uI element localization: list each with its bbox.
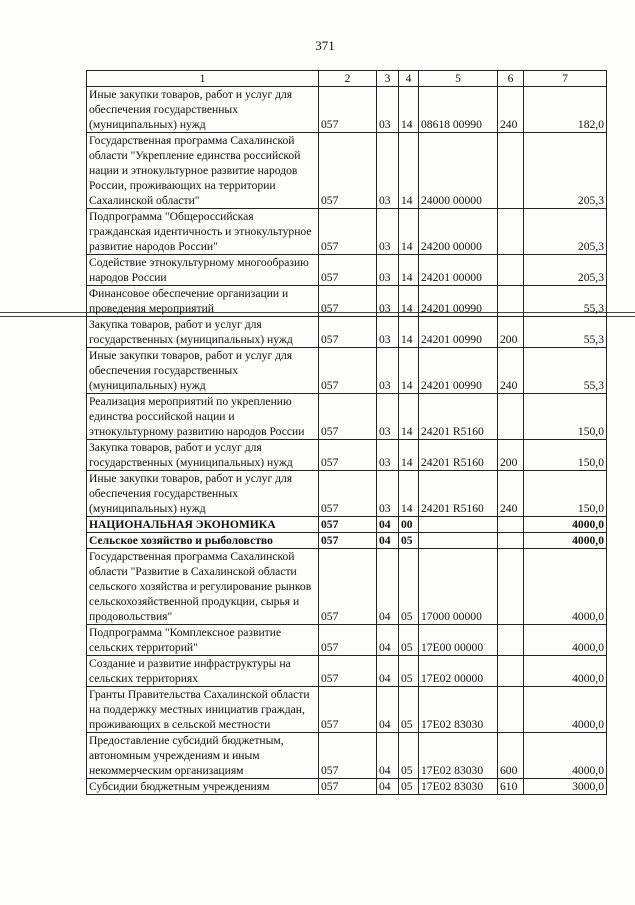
row-expense-type-cell: [498, 549, 524, 625]
row-target-article-cell: 24201 00990: [419, 348, 498, 394]
table-row: [87, 87, 607, 133]
row-admin-code-cell: 057: [319, 87, 377, 133]
row-admin-code-cell: 057: [319, 209, 377, 255]
row-amount-cell: 4000,0: [524, 656, 607, 687]
row-admin-code-cell: 057: [319, 317, 377, 348]
row-subsection-cell: 14: [399, 440, 419, 471]
row-expense-type-cell: 200: [498, 317, 524, 348]
row-admin-code-cell: 057: [319, 471, 377, 517]
row-amount-cell: 4000,0: [524, 517, 607, 533]
row-name-cell: Государственная программа Сахалинской области "Развитие в Сахалинской области сельского хозяйства и регулирование рынков сельскохозяйственной продукции, сырья и продовольствия": [87, 549, 319, 625]
row-target-article-cell: 24201 00990: [419, 286, 498, 317]
row-name-cell: Подпрограмма "Общероссийская гражданская идентичность и этнокультурное развитие народов России": [87, 209, 319, 255]
row-subsection-cell: 14: [399, 255, 419, 286]
row-admin-code-cell: 057: [319, 517, 377, 533]
row-amount-cell: 55,3: [524, 286, 607, 317]
row-subsection-cell: 14: [399, 348, 419, 394]
row-name-cell: Иные закупки товаров, работ и услуг для обеспечения государственных (муниципальных) нужд: [87, 87, 319, 133]
row-name-cell: Предоставление субсидий бюджетным, автономным учреждениям и иным некоммерческим организациям: [87, 733, 319, 779]
row-amount-cell: 205,3: [524, 209, 607, 255]
row-admin-code-cell: 057: [319, 533, 377, 549]
row-name-cell: Реализация мероприятий по укреплению единства российской нации и этнокультурному развитию народов России: [87, 394, 319, 440]
row-target-article-cell: 17E02 83030: [419, 779, 498, 795]
row-subsection-cell: 05: [399, 779, 419, 795]
header-cell-5: 5: [419, 71, 498, 87]
row-name-cell: Государственная программа Сахалинской области "Укрепление единства российской нации и этнокультурное развитие народов России, проживающих на территории Сахалинской области": [87, 133, 319, 209]
row-admin-code-cell: 057: [319, 255, 377, 286]
row-target-article-cell: 24200 00000: [419, 209, 498, 255]
row-target-article-cell: 24201 R5160: [419, 440, 498, 471]
row-admin-code-cell: 057: [319, 779, 377, 795]
row-name-cell: Закупка товаров, работ и услуг для государственных (муниципальных) нужд: [87, 317, 319, 348]
row-name-cell: Иные закупки товаров, работ и услуг для обеспечения государственных (муниципальных) нужд: [87, 471, 319, 517]
row-section-cell: 03: [377, 209, 399, 255]
row-subsection-cell: 14: [399, 317, 419, 348]
row-target-article-cell: 08618 00990: [419, 87, 498, 133]
table-row: [87, 687, 607, 733]
row-section-cell: 03: [377, 471, 399, 517]
row-amount-cell: 4000,0: [524, 533, 607, 549]
header-row: [87, 71, 607, 87]
row-amount-cell: 4000,0: [524, 733, 607, 779]
row-admin-code-cell: 057: [319, 687, 377, 733]
header-cell-1: 1: [87, 71, 319, 87]
row-expense-type-cell: [498, 517, 524, 533]
row-subsection-cell: 05: [399, 687, 419, 733]
table-row: [87, 209, 607, 255]
row-expense-type-cell: 600: [498, 733, 524, 779]
table-row: [87, 133, 607, 209]
header-cell-3: 3: [377, 71, 399, 87]
page-number: 371: [315, 38, 335, 53]
table-row: [87, 656, 607, 687]
row-name-cell: Финансовое обеспечение организации и проведения мероприятий: [87, 286, 319, 317]
row-expense-type-cell: [498, 656, 524, 687]
row-section-cell: 03: [377, 286, 399, 317]
row-admin-code-cell: 057: [319, 133, 377, 209]
row-amount-cell: 4000,0: [524, 687, 607, 733]
row-name-cell: Подпрограмма "Комплексное развитие сельских территорий": [87, 625, 319, 656]
row-subsection-cell: 14: [399, 394, 419, 440]
row-expense-type-cell: [498, 133, 524, 209]
row-expense-type-cell: 200: [498, 440, 524, 471]
row-section-cell: 03: [377, 440, 399, 471]
row-expense-type-cell: [498, 687, 524, 733]
row-admin-code-cell: 057: [319, 656, 377, 687]
row-amount-cell: 150,0: [524, 471, 607, 517]
row-subsection-cell: 14: [399, 87, 419, 133]
row-amount-cell: 182,0: [524, 87, 607, 133]
row-target-article-cell: 24201 R5160: [419, 471, 498, 517]
table-row: [87, 779, 607, 795]
row-section-cell: 03: [377, 348, 399, 394]
table-row: [87, 625, 607, 656]
row-admin-code-cell: 057: [319, 394, 377, 440]
row-section-cell: 04: [377, 687, 399, 733]
row-target-article-cell: 24201 00000: [419, 255, 498, 286]
row-target-article-cell: 24201 R5160: [419, 394, 498, 440]
table-row: [87, 317, 607, 348]
row-subsection-cell: 05: [399, 549, 419, 625]
row-name-cell: Иные закупки товаров, работ и услуг для обеспечения государственных (муниципальных) нужд: [87, 348, 319, 394]
row-expense-type-cell: 610: [498, 779, 524, 795]
row-section-cell: 03: [377, 255, 399, 286]
row-amount-cell: 205,3: [524, 255, 607, 286]
row-amount-cell: 150,0: [524, 394, 607, 440]
header-cell-6: 6: [498, 71, 524, 87]
row-subsection-cell: 00: [399, 517, 419, 533]
row-target-article-cell: 24201 00990: [419, 317, 498, 348]
row-amount-cell: 3000,0: [524, 779, 607, 795]
row-subsection-cell: 14: [399, 209, 419, 255]
row-expense-type-cell: [498, 533, 524, 549]
row-expense-type-cell: 240: [498, 348, 524, 394]
row-admin-code-cell: 057: [319, 549, 377, 625]
row-name-cell: Сельское хозяйство и рыболовство: [87, 533, 319, 549]
table-row: [87, 286, 607, 317]
table-row: [87, 549, 607, 625]
row-target-article-cell: 17E00 00000: [419, 625, 498, 656]
row-amount-cell: 4000,0: [524, 625, 607, 656]
row-admin-code-cell: 057: [319, 348, 377, 394]
row-amount-cell: 4000,0: [524, 549, 607, 625]
row-admin-code-cell: 057: [319, 286, 377, 317]
row-amount-cell: 55,3: [524, 317, 607, 348]
row-subsection-cell: 05: [399, 533, 419, 549]
table-row: [87, 255, 607, 286]
row-section-cell: 04: [377, 625, 399, 656]
header-cell-4: 4: [399, 71, 419, 87]
row-admin-code-cell: 057: [319, 625, 377, 656]
row-section-cell: 04: [377, 517, 399, 533]
row-name-cell: Создание и развитие инфраструктуры на сельских территориях: [87, 656, 319, 687]
table-row: [87, 394, 607, 440]
row-target-article-cell: 17000 00000: [419, 549, 498, 625]
row-target-article-cell: 17E02 00000: [419, 656, 498, 687]
row-expense-type-cell: 240: [498, 471, 524, 517]
row-section-cell: 04: [377, 656, 399, 687]
row-subsection-cell: 14: [399, 286, 419, 317]
table-row: [87, 517, 607, 533]
table-row: [87, 348, 607, 394]
table-row: [87, 733, 607, 779]
row-subsection-cell: 14: [399, 471, 419, 517]
row-section-cell: 04: [377, 779, 399, 795]
row-admin-code-cell: 057: [319, 733, 377, 779]
table-row: [87, 440, 607, 471]
row-name-cell: Закупка товаров, работ и услуг для государственных (муниципальных) нужд: [87, 440, 319, 471]
row-target-article-cell: 24000 00000: [419, 133, 498, 209]
row-subsection-cell: 05: [399, 733, 419, 779]
row-section-cell: 03: [377, 317, 399, 348]
row-target-article-cell: 17E02 83030: [419, 687, 498, 733]
row-target-article-cell: [419, 533, 498, 549]
row-section-cell: 04: [377, 733, 399, 779]
row-expense-type-cell: 240: [498, 87, 524, 133]
header-cell-7: 7: [524, 71, 607, 87]
row-expense-type-cell: [498, 209, 524, 255]
row-section-cell: 04: [377, 549, 399, 625]
table-row: [87, 533, 607, 549]
table-body: [87, 71, 607, 795]
row-admin-code-cell: 057: [319, 440, 377, 471]
row-section-cell: 03: [377, 87, 399, 133]
row-subsection-cell: 05: [399, 656, 419, 687]
row-amount-cell: 150,0: [524, 440, 607, 471]
row-target-article-cell: [419, 517, 498, 533]
row-expense-type-cell: [498, 625, 524, 656]
row-expense-type-cell: [498, 255, 524, 286]
row-target-article-cell: 17E02 83030: [419, 733, 498, 779]
budget-table: [86, 70, 607, 795]
row-name-cell: Субсидии бюджетным учреждениям: [87, 779, 319, 795]
row-amount-cell: 55,3: [524, 348, 607, 394]
row-expense-type-cell: [498, 394, 524, 440]
row-section-cell: 03: [377, 133, 399, 209]
row-section-cell: 03: [377, 394, 399, 440]
row-section-cell: 04: [377, 533, 399, 549]
row-name-cell: Содействие этнокультурному многообразию народов России: [87, 255, 319, 286]
row-expense-type-cell: [498, 286, 524, 317]
row-subsection-cell: 14: [399, 133, 419, 209]
row-subsection-cell: 05: [399, 625, 419, 656]
header-cell-2: 2: [319, 71, 377, 87]
table-row: [87, 471, 607, 517]
row-amount-cell: 205,3: [524, 133, 607, 209]
row-name-cell: Гранты Правительства Сахалинской области на поддержку местных инициатив граждан, проживающих в сельской местности: [87, 687, 319, 733]
row-name-cell: НАЦИОНАЛЬНАЯ ЭКОНОМИКА: [87, 517, 319, 533]
